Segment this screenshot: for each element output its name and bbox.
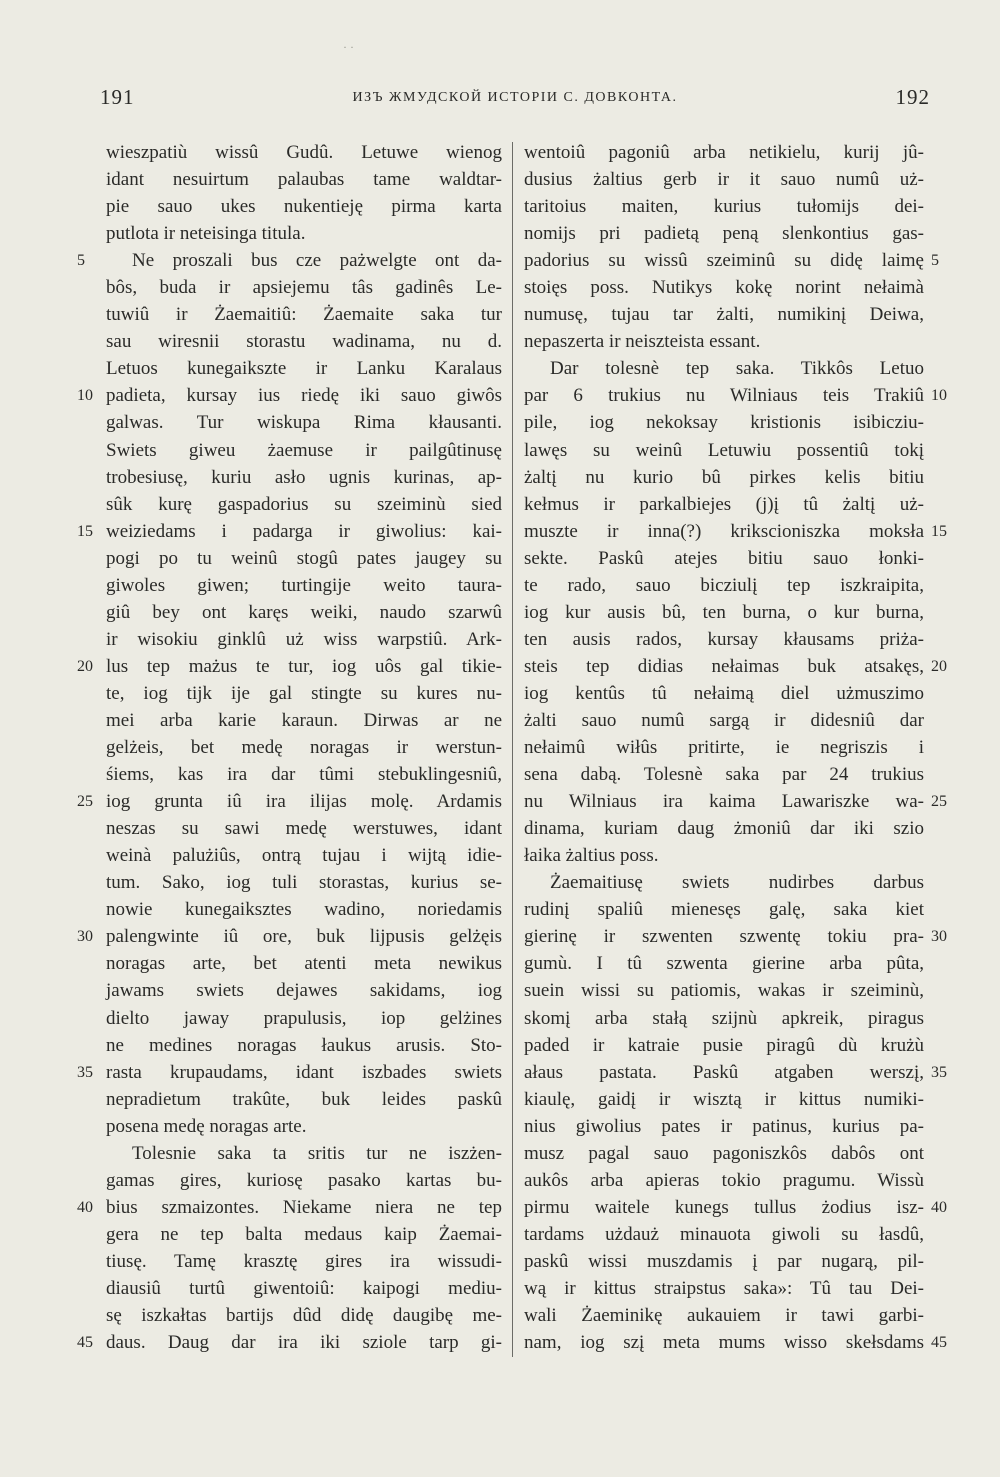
right-text-line	[524, 1329, 924, 1356]
right-text-line	[524, 977, 924, 1004]
right-text-line-content: nełaimû wiłûs pritirte, ie negriszis i	[524, 737, 924, 759]
right-text-line	[524, 1275, 924, 1302]
left-text-line-content: Tolesnie saka ta sritis tur ne iszżen-	[132, 1142, 502, 1164]
right-text-line-content: ałaus pastata. Paskû atgaben werszį,	[524, 1061, 924, 1083]
right-text-line-content: muszte ir inna(?) krikscioniszka moksła	[524, 520, 924, 542]
line-number: 40	[77, 1198, 93, 1216]
left-text-line-content: mei arba karie karaun. Dirwas ar ne	[106, 709, 502, 731]
right-text-line	[524, 247, 924, 274]
right-text-line-content: dinama, kuriam daug żmoniû dar iki szio	[524, 818, 924, 840]
left-text-line-content: bôs, buda ir apsiejemu tâs gadinês Le-	[106, 277, 502, 299]
left-text-line-content: nepradietum trakûte, buk leides paskû	[106, 1088, 502, 1110]
left-text-line-content: wieszpatiù wissû Gudû. Letuwe wienog	[106, 142, 502, 163]
line-number: 10	[931, 387, 947, 405]
left-text-line	[106, 1194, 502, 1221]
line-number: 30	[77, 928, 93, 946]
right-text-line	[524, 896, 924, 923]
right-text-line-content: stoięs poss. Nutikys kokę norint nełaimà	[524, 277, 924, 299]
left-text-line-content: Swiets giweu żaemuse ir pailgûtinusę	[106, 439, 502, 461]
left-text-line	[106, 653, 502, 680]
right-text-line	[524, 1086, 924, 1113]
left-text-line-content: padieta, kursay ius riedę iki sauo giwôs	[106, 385, 502, 407]
right-text-line	[524, 1032, 924, 1059]
right-text-line-content: suein wissi su patiomis, wakas ir szeiminù,	[524, 980, 924, 1002]
right-text-line	[524, 842, 924, 869]
left-text-line-content: putlota ir neteisinga titula.	[106, 223, 306, 245]
running-title: ИЗЪ ЖМУДСКОЙ ИСТОРІИ С. ДОВКОНТА.	[352, 90, 678, 105]
right-text-line-content: paded ir katraie pusie piragû dù krużù	[524, 1034, 924, 1056]
line-number: 45	[77, 1334, 93, 1352]
left-text-line-content: te, iog tijk ije gal stingte su kures nu-	[106, 682, 502, 704]
right-text-line	[524, 815, 924, 842]
right-text-line	[524, 518, 924, 545]
left-text-line-content: Letuos kunegaikszte ir Lanku Karalaus	[106, 358, 502, 380]
right-text-line-content: sekte. Paskû atejes bitiu sauo łonki-	[524, 547, 924, 569]
right-text-line-content: iog kentûs tû nełaimą diel użmuszimo	[524, 682, 924, 704]
left-text-line	[106, 437, 502, 464]
left-text-line-content: weiziedams i padarga ir giwolius: kai-	[106, 520, 502, 542]
right-text-column	[524, 139, 924, 1356]
right-text-line	[524, 166, 924, 193]
left-text-line-content: Ne proszali bus cze pażwelgte ont da-	[132, 250, 502, 272]
left-text-line-content: noragas arte, bet atenti meta newikus	[106, 953, 502, 975]
left-text-line	[106, 788, 502, 815]
right-text-line-content: gierinę ir szwenten szwentę tokiu pra-	[524, 926, 924, 948]
left-text-line	[106, 896, 502, 923]
left-text-line-content: tiusę. Tamę krasztę gires ira wissudi-	[106, 1250, 502, 1272]
left-text-line-content: pie sauo ukes nukentieję pirma karta	[106, 196, 502, 218]
line-number: 35	[77, 1063, 93, 1081]
line-number: 30	[931, 928, 947, 946]
left-text-line	[106, 166, 502, 193]
right-text-line-content: steis tep didias nełaimas buk atsakęs,	[524, 655, 924, 677]
right-text-line	[524, 437, 924, 464]
left-text-line	[106, 815, 502, 842]
right-text-line-content: kełmus ir parkalbiejes (j)į tû żaltį uż-	[524, 493, 924, 515]
left-text-line-content: diausiû turtû giwentoiû: kaipogi mediu-	[106, 1277, 502, 1299]
right-text-line	[524, 328, 924, 355]
left-text-line	[106, 328, 502, 355]
line-number: 25	[77, 793, 93, 811]
right-text-line	[524, 734, 924, 761]
left-text-line-content: rasta krupaudams, idant iszbades swiets	[106, 1061, 502, 1083]
left-text-line	[106, 761, 502, 788]
page-header	[100, 85, 930, 117]
left-text-line	[106, 1086, 502, 1113]
left-text-line-content: idant nesuirtum palaubas tame waldtar-	[106, 169, 502, 191]
left-text-line	[106, 923, 502, 950]
line-number: 20	[931, 657, 947, 675]
right-text-line	[524, 1248, 924, 1275]
right-text-line-content: aukôs arba apieras tokio pragumu. Wissù	[524, 1169, 924, 1191]
left-text-line-content: palengwinte iû ore, buk lijpusis gelżęis	[106, 926, 502, 948]
line-number: 15	[77, 522, 93, 540]
right-text-line-content: nius giwolius pates ir patinus, kurius pa-	[524, 1115, 924, 1137]
left-text-line-content: daus. Daug dar ira iki sziole tarp gi-	[106, 1332, 502, 1354]
right-text-line	[524, 626, 924, 653]
line-number: 10	[77, 387, 93, 405]
left-page-number: 191	[100, 85, 135, 109]
right-text-line	[524, 139, 924, 166]
right-text-line-content: Dar tolesnè tep saka. Tikkôs Letuo	[550, 358, 924, 380]
right-text-line-content: numusę, tujau tar żalti, numikinį Deiwa,	[524, 304, 924, 326]
right-text-line-content: sena dabą. Tolesnè saka par 24 trukius	[524, 764, 924, 786]
right-text-line	[524, 491, 924, 518]
right-text-line	[524, 923, 924, 950]
right-text-line-content: nu Wilniaus ira kaima Lawariszke wa-	[524, 791, 924, 813]
right-text-line	[524, 355, 924, 382]
right-text-line-content: musz pagal sauo pagoniszkôs dabôs ont	[524, 1142, 924, 1164]
right-text-line	[524, 680, 924, 707]
right-text-line-content: Żaemaitiusę swiets nudirbes darbus	[550, 872, 924, 894]
left-text-line	[106, 950, 502, 977]
left-text-line	[106, 139, 502, 166]
left-text-line-content: gamas gires, kuriosę pasako kartas bu-	[106, 1169, 502, 1191]
left-text-line	[106, 1248, 502, 1275]
right-text-line	[524, 950, 924, 977]
paper-speck-mark: · ·	[343, 40, 354, 54]
left-text-line-content: posena medę noragas arte.	[106, 1115, 307, 1137]
left-text-line	[106, 977, 502, 1004]
right-text-line	[524, 545, 924, 572]
right-text-line-content: żalti sauo numû sargą ir didesniû dar	[524, 709, 924, 731]
right-text-line-content: taritoius maiten, kurius tułomijs dei-	[524, 196, 924, 218]
right-text-line-content: ten ausis rados, kursay kłausams priża-	[524, 628, 924, 650]
left-text-line	[106, 518, 502, 545]
left-text-line-content: tuwiû ir Żaemaitiû: Żaemaite saka tur	[106, 304, 502, 326]
right-text-line	[524, 464, 924, 491]
left-text-line	[106, 491, 502, 518]
left-text-line-content: giû bey ont karęs weiki, naudo szarwû	[106, 601, 502, 623]
left-text-line	[106, 464, 502, 491]
left-text-line	[106, 869, 502, 896]
line-number: 25	[931, 793, 947, 811]
left-text-line	[106, 1329, 502, 1356]
right-text-line	[524, 1059, 924, 1086]
line-number: 45	[931, 1334, 947, 1352]
left-text-line-content: sau wiresnii storastu wadinama, nu d.	[106, 331, 502, 353]
left-text-line-content: śiems, kas ira dar tûmi stebuklingesniû,	[106, 764, 502, 786]
line-number: 5	[931, 252, 939, 270]
left-text-line	[106, 680, 502, 707]
left-text-line	[106, 1113, 502, 1140]
left-text-line-content: trobesiusę, kuriu asło ugnis kurinas, ap-	[106, 466, 502, 488]
right-text-line	[524, 382, 924, 409]
left-text-line	[106, 1302, 502, 1329]
left-text-line	[106, 842, 502, 869]
right-text-line-content: rudinį spaliû mienesęs galę, saka kiet	[524, 899, 924, 921]
line-number: 15	[931, 522, 947, 540]
right-text-line	[524, 1167, 924, 1194]
right-text-line	[524, 572, 924, 599]
right-text-line-content: dusius żaltius gerb ir it sauo numû uż-	[524, 169, 924, 191]
right-text-line-content: wali Żaeminikę aukauiem ir tawi garbi-	[524, 1305, 924, 1327]
left-text-line	[106, 1167, 502, 1194]
left-text-line-content: sę iszkałtas bartijs dûd didę daugibę me-	[106, 1305, 502, 1327]
left-text-line	[106, 734, 502, 761]
left-text-line	[106, 1005, 502, 1032]
right-text-line-content: lawęs su weinû Letuwiu possentiû tokį	[524, 439, 924, 461]
right-text-line-content: żaltį nu kurio bû pirkes kelis bitiu	[524, 466, 924, 488]
left-text-line-content: tum. Sako, iog tuli storastas, kurius se-	[106, 872, 502, 894]
left-text-line-content: lus tep mażus te tur, iog uôs gal tikie-	[106, 655, 502, 677]
right-text-line-content: nam, iog szį meta mums wisso skełsdams	[524, 1332, 924, 1354]
right-text-line	[524, 599, 924, 626]
left-text-line	[106, 1275, 502, 1302]
left-text-line	[106, 545, 502, 572]
left-text-line-content: sûk kurę gaspadorius su szeiminù sied	[106, 493, 502, 515]
right-text-line-content: iog kur ausis bû, ten burna, o kur burna,	[524, 601, 924, 623]
right-page-number: 192	[895, 85, 930, 109]
left-text-line	[106, 355, 502, 382]
right-text-line-content: pile, iog nekoksay kristionis isibicziu-	[524, 412, 924, 434]
line-number: 5	[77, 252, 85, 270]
right-text-line-content: tardams użdauż minauota giwoli su łasdû,	[524, 1223, 924, 1245]
left-text-line-content: gera ne tep balta medaus kaip Żaemai-	[106, 1223, 502, 1245]
left-text-line	[106, 572, 502, 599]
left-text-column	[106, 139, 502, 1356]
left-text-line	[106, 247, 502, 274]
right-text-line	[524, 707, 924, 734]
left-text-line	[106, 1032, 502, 1059]
left-text-line	[106, 707, 502, 734]
left-text-line-content: ir wisokiu ginklû uż wiss warpstiû. Ark-	[106, 628, 502, 650]
left-text-line-content: neszas su sawi medę werstuwes, idant	[106, 818, 502, 840]
left-text-line	[106, 1140, 502, 1167]
right-text-line	[524, 1140, 924, 1167]
left-text-line	[106, 382, 502, 409]
left-text-line-content: galwas. Tur wiskupa Rima kłausanti.	[106, 412, 502, 434]
right-text-line-content: par 6 trukius nu Wilniaus teis Trakiû	[524, 385, 924, 407]
right-text-line-content: wą ir kittus straipstus saka»: Tû tau Dei-	[524, 1277, 924, 1299]
right-text-line	[524, 869, 924, 896]
left-text-line-content: jawams swiets dejawes sakidams, iog	[106, 980, 502, 1002]
right-text-line-content: nomijs pri padietą peną slenkontius gas-	[524, 223, 924, 245]
left-text-line	[106, 626, 502, 653]
left-text-line-content: giwoles giwen; turtingije weito taura-	[106, 574, 502, 596]
right-text-line-content: gumù. I tû szwenta gierine arba pûta,	[524, 953, 924, 975]
left-text-line-content: ne medines noragas łaukus arusis. Sto-	[106, 1034, 502, 1056]
line-number: 20	[77, 657, 93, 675]
left-text-line	[106, 301, 502, 328]
left-text-line	[106, 193, 502, 220]
left-text-line	[106, 1221, 502, 1248]
left-text-line-content: iog grunta iû ira ilijas molę. Ardamis	[106, 791, 502, 813]
left-text-line	[106, 599, 502, 626]
right-text-line	[524, 274, 924, 301]
right-text-line	[524, 1302, 924, 1329]
right-text-line	[524, 1005, 924, 1032]
column-divider	[512, 142, 513, 1357]
left-text-line	[106, 1059, 502, 1086]
right-text-line	[524, 409, 924, 436]
right-text-line	[524, 1113, 924, 1140]
right-text-line-content: kiaulę, gaidį ir wisztą ir kittus numiki-	[524, 1088, 924, 1110]
right-text-line-content: skomį arba stałą szijnù apkreik, piragus	[524, 1007, 924, 1029]
line-number: 35	[931, 1063, 947, 1081]
line-number: 40	[931, 1198, 947, 1216]
left-text-line-content: gelżeis, bet medę noragas ir werstun-	[106, 737, 502, 759]
right-text-line-content: te rado, sauo bicziulį tep iszkraipita,	[524, 574, 924, 596]
right-text-line	[524, 788, 924, 815]
right-text-line	[524, 193, 924, 220]
left-text-line-content: nowie kunegaiksztes wadino, noriedamis	[106, 899, 502, 921]
right-text-line	[524, 301, 924, 328]
right-text-line-content: wentoiû pagoniû arba netikielu, kurij jû-	[524, 142, 924, 163]
left-text-line-content: bius szmaizontes. Niekame niera ne tep	[106, 1196, 502, 1218]
right-text-line-content: pirmu waitele kunegs tullus żodius isz-	[524, 1196, 924, 1218]
right-text-line	[524, 1221, 924, 1248]
left-text-line	[106, 409, 502, 436]
right-text-line	[524, 653, 924, 680]
right-text-line-content: padorius su wissû szeiminû su didę laimę	[524, 250, 924, 272]
left-text-line-content: pogi po tu weinû stogû pates jaugey su	[106, 547, 502, 569]
left-text-line-content: dielto jaway prapulusis, iop gelżines	[106, 1007, 502, 1029]
right-text-line	[524, 1194, 924, 1221]
left-text-line-content: weinà palużiûs, ontrą tujau i wijtą idie-	[106, 845, 502, 867]
right-text-line-content: nepaszerta ir neiszteista essant.	[524, 331, 761, 353]
right-text-line	[524, 220, 924, 247]
left-text-line	[106, 220, 502, 247]
right-text-line-content: łaika żaltius poss.	[524, 845, 659, 867]
right-text-line-content: paskû wissi muszdamis į par nugarą, pil-	[524, 1250, 924, 1272]
left-text-line	[106, 274, 502, 301]
right-text-line	[524, 761, 924, 788]
